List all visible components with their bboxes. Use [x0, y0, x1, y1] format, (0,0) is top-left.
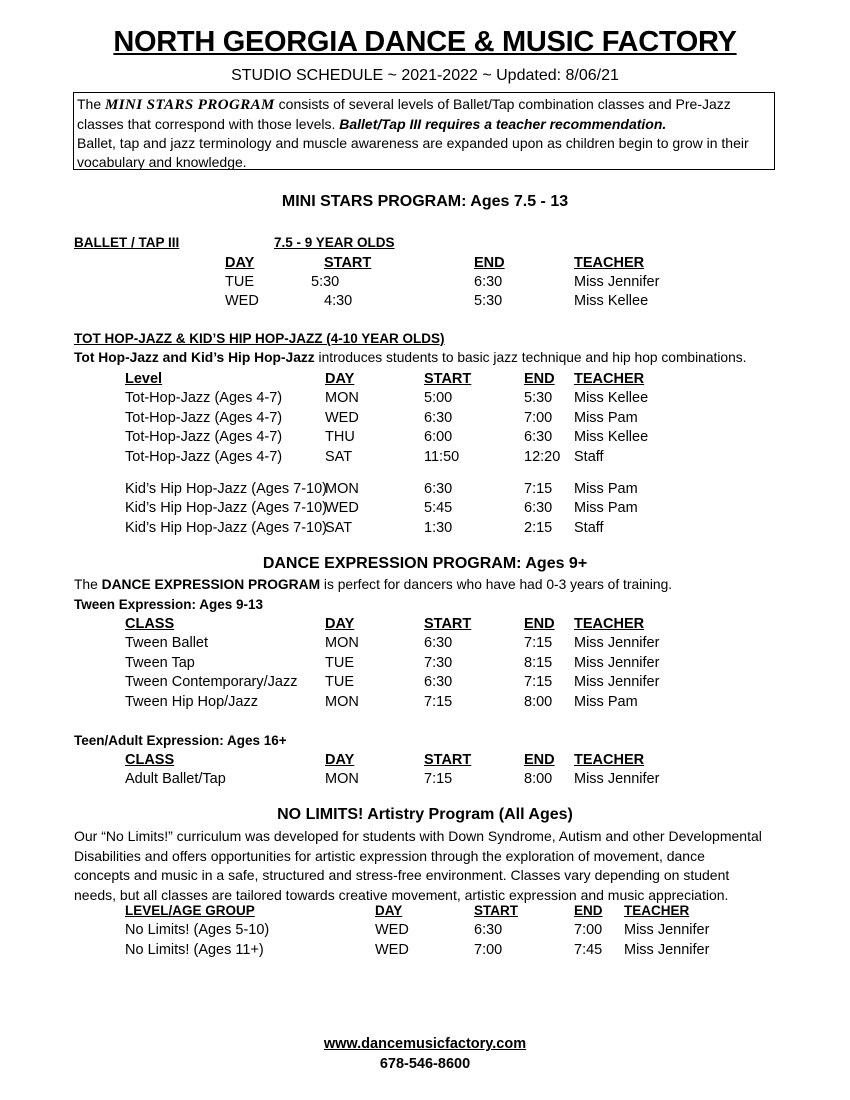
- col-header-level: Level: [125, 371, 163, 387]
- cell-class: Tween Hip Hop/Jazz: [125, 694, 258, 710]
- col-header-end: END: [474, 255, 505, 271]
- cell-level: Kid’s Hip Hop-Jazz (Ages 7-10): [125, 481, 328, 497]
- cell-start: 5:30: [311, 274, 340, 290]
- col-header-end: END: [574, 903, 603, 918]
- cell-end: 5:30: [474, 293, 503, 309]
- cell-teacher: Miss Pam: [574, 694, 638, 710]
- cell-level: Kid’s Hip Hop-Jazz (Ages 7-10): [125, 520, 328, 536]
- cell-teacher: Miss Kellee: [574, 390, 649, 406]
- cell-end: 7:15: [524, 635, 553, 651]
- cell-level: Tot-Hop-Jazz (Ages 4-7): [125, 449, 283, 465]
- cell-teacher: Miss Jennifer: [624, 922, 710, 938]
- cell-class: Tween Ballet: [125, 635, 209, 651]
- cell-end: 12:20: [524, 449, 561, 465]
- col-header-day: DAY: [325, 371, 355, 387]
- col-header-teacher: TEACHER: [574, 616, 645, 632]
- phone-number: 678-546-8600: [379, 1056, 471, 1072]
- cell-start: 4:30: [324, 293, 353, 309]
- adult-expression-label: Teen/Adult Expression: Ages 16+: [74, 733, 287, 748]
- cell-day: THU: [325, 429, 355, 445]
- de-desc-rest: is perfect for dancers who have had 0-3 years of training.: [320, 577, 673, 592]
- hiphop-desc-rest: introduces students to basic jazz technique and hip hop combinations.: [314, 350, 747, 365]
- cell-day: WED: [375, 922, 409, 938]
- de-desc-bold: DANCE EXPRESSION PROGRAM: [101, 577, 321, 592]
- page-title: NORTH GEORGIA DANCE & MUSIC FACTORY: [113, 26, 737, 58]
- col-header-teacher: TEACHER: [574, 371, 645, 387]
- cell-end: 7:15: [524, 674, 553, 690]
- section-heading-mini-stars: MINI STARS PROGRAM: Ages 7.5 - 13: [281, 193, 569, 210]
- col-header-class: CLASS: [125, 752, 175, 768]
- cell-day: SAT: [325, 520, 353, 536]
- col-header-start: START: [424, 371, 472, 387]
- cell-teacher: Miss Jennifer: [624, 942, 710, 958]
- website-link[interactable]: www.dancemusicfactory.com: [323, 1036, 527, 1052]
- col-header-day: DAY: [225, 255, 255, 271]
- intro-program-name: MINI STARS PROGRAM: [105, 97, 275, 113]
- hiphop-label: TOT HOP-JAZZ & KID’S HIP HOP-JAZZ (4-10 YEAR OLDS): [74, 331, 445, 346]
- cell-teacher: Staff: [574, 449, 604, 465]
- col-header-start: START: [324, 255, 372, 271]
- intro-box: [73, 92, 775, 170]
- cell-class: Adult Ballet/Tap: [125, 771, 226, 787]
- cell-end: 7:45: [574, 942, 603, 958]
- section-heading-dance-expression: DANCE EXPRESSION PROGRAM: Ages 9+: [262, 555, 588, 572]
- cell-teacher: Miss Jennifer: [574, 771, 660, 787]
- cell-start: 7:30: [424, 655, 453, 671]
- col-header-level-age: LEVEL/AGE GROUP: [125, 903, 255, 918]
- cell-teacher: Miss Kellee: [574, 293, 649, 309]
- cell-day: MON: [325, 771, 359, 787]
- col-header-start: START: [424, 616, 472, 632]
- cell-day: TUE: [325, 655, 354, 671]
- section-heading-no-limits: NO LIMITS! Artistry Program (All Ages): [277, 806, 573, 823]
- col-header-teacher: TEACHER: [624, 903, 690, 918]
- cell-class: Tween Tap: [125, 655, 195, 671]
- cell-start: 11:50: [424, 449, 460, 465]
- hiphop-desc-bold: Tot Hop-Jazz and Kid’s Hip Hop-Jazz: [74, 350, 315, 365]
- cell-day: MON: [325, 694, 359, 710]
- hiphop-description: [74, 350, 747, 365]
- cell-start: 7:15: [424, 771, 453, 787]
- cell-end: 7:00: [524, 410, 553, 426]
- cell-teacher: Miss Pam: [574, 500, 638, 516]
- cell-start: 6:30: [424, 410, 453, 426]
- cell-end: 5:30: [524, 390, 553, 406]
- col-header-day: DAY: [375, 903, 403, 918]
- cell-day: MON: [325, 390, 359, 406]
- cell-teacher: Miss Pam: [574, 481, 638, 497]
- col-header-end: END: [524, 616, 555, 632]
- cell-start: 6:30: [424, 674, 453, 690]
- intro-the: The: [77, 96, 102, 112]
- cell-start: 6:00: [424, 429, 453, 445]
- cell-start: 6:30: [474, 922, 503, 938]
- cell-level: No Limits! (Ages 11+): [125, 942, 264, 958]
- col-header-teacher: TEACHER: [574, 752, 645, 768]
- col-header-start: START: [424, 752, 472, 768]
- col-header-start: START: [474, 903, 518, 918]
- cell-end: 2:15: [524, 520, 553, 536]
- cell-teacher: Miss Jennifer: [574, 635, 660, 651]
- dance-expression-description: [74, 577, 672, 592]
- cell-class: Tween Contemporary/Jazz: [125, 674, 298, 690]
- intro-text-2: Ballet, tap and jazz terminology and muscle awareness are expanded upon as children begin to grow in their vocabulary and knowledge.: [77, 135, 749, 170]
- intro-text-1: consists of several levels of Ballet/Tap combination classes and Pre-Jazz classes that correspond with those levels.: [77, 96, 731, 132]
- cell-start: 7:15: [424, 694, 453, 710]
- col-header-end: END: [524, 371, 555, 387]
- cell-day: SAT: [325, 449, 353, 465]
- tween-expression-label: Tween Expression: Ages 9-13: [74, 597, 264, 612]
- cell-end: 7:15: [524, 481, 553, 497]
- cell-start: 1:30: [424, 520, 453, 536]
- no-limits-description: Our “No Limits!” curriculum was developed for students with Down Syndrome, Autism and other Developmental Disabilities and offers opportunities for artistic expression through the exploration of movement, dance concepts and music in a safe, structured and stress-free environment. Classes vary depending on student needs, but all classes are tailored towards creative movement, artistic expression and music appreciation.: [74, 828, 762, 903]
- cell-start: 5:45: [424, 500, 453, 516]
- cell-level: Tot-Hop-Jazz (Ages 4-7): [125, 410, 283, 426]
- cell-end: 8:00: [524, 694, 553, 710]
- cell-teacher: Miss Jennifer: [574, 674, 660, 690]
- cell-teacher: Staff: [574, 520, 604, 536]
- cell-day: TUE: [325, 674, 354, 690]
- cell-day: WED: [325, 410, 359, 426]
- cell-start: 6:30: [424, 635, 453, 651]
- cell-teacher: Miss Kellee: [574, 429, 649, 445]
- cell-end: 6:30: [524, 429, 553, 445]
- col-header-day: DAY: [325, 752, 355, 768]
- cell-day: WED: [325, 500, 359, 516]
- cell-teacher: Miss Jennifer: [574, 274, 660, 290]
- cell-level: Kid’s Hip Hop-Jazz (Ages 7-10): [125, 500, 328, 516]
- cell-level: Tot-Hop-Jazz (Ages 4-7): [125, 429, 283, 445]
- col-header-end: END: [524, 752, 555, 768]
- cell-day: WED: [225, 293, 259, 309]
- col-header-day: DAY: [325, 616, 355, 632]
- intro-note: Ballet/Tap III requires a teacher recommendation.: [339, 116, 667, 132]
- cell-start: 5:00: [424, 390, 453, 406]
- cell-level: No Limits! (Ages 5-10): [125, 922, 270, 938]
- cell-end: 6:30: [474, 274, 503, 290]
- page-subtitle: STUDIO SCHEDULE ~ 2021-2022 ~ Updated: 8/06/21: [231, 67, 619, 84]
- cell-end: 8:00: [524, 771, 553, 787]
- col-header-teacher: TEACHER: [574, 255, 645, 271]
- cell-start: 6:30: [424, 481, 453, 497]
- cell-end: 7:00: [574, 922, 603, 938]
- cell-start: 7:00: [474, 942, 503, 958]
- de-desc-the: The: [74, 577, 102, 592]
- cell-day: MON: [325, 481, 359, 497]
- cell-end: 8:15: [524, 655, 553, 671]
- ballet-tap-age: 7.5 - 9 YEAR OLDS: [274, 235, 395, 250]
- cell-level: Tot-Hop-Jazz (Ages 4-7): [125, 390, 283, 406]
- cell-teacher: Miss Pam: [574, 410, 638, 426]
- col-header-class: CLASS: [125, 616, 175, 632]
- cell-day: MON: [325, 635, 359, 651]
- cell-day: WED: [375, 942, 409, 958]
- cell-teacher: Miss Jennifer: [574, 655, 660, 671]
- cell-day: TUE: [225, 274, 254, 290]
- cell-end: 6:30: [524, 500, 553, 516]
- ballet-tap-label: BALLET / TAP III: [74, 235, 180, 250]
